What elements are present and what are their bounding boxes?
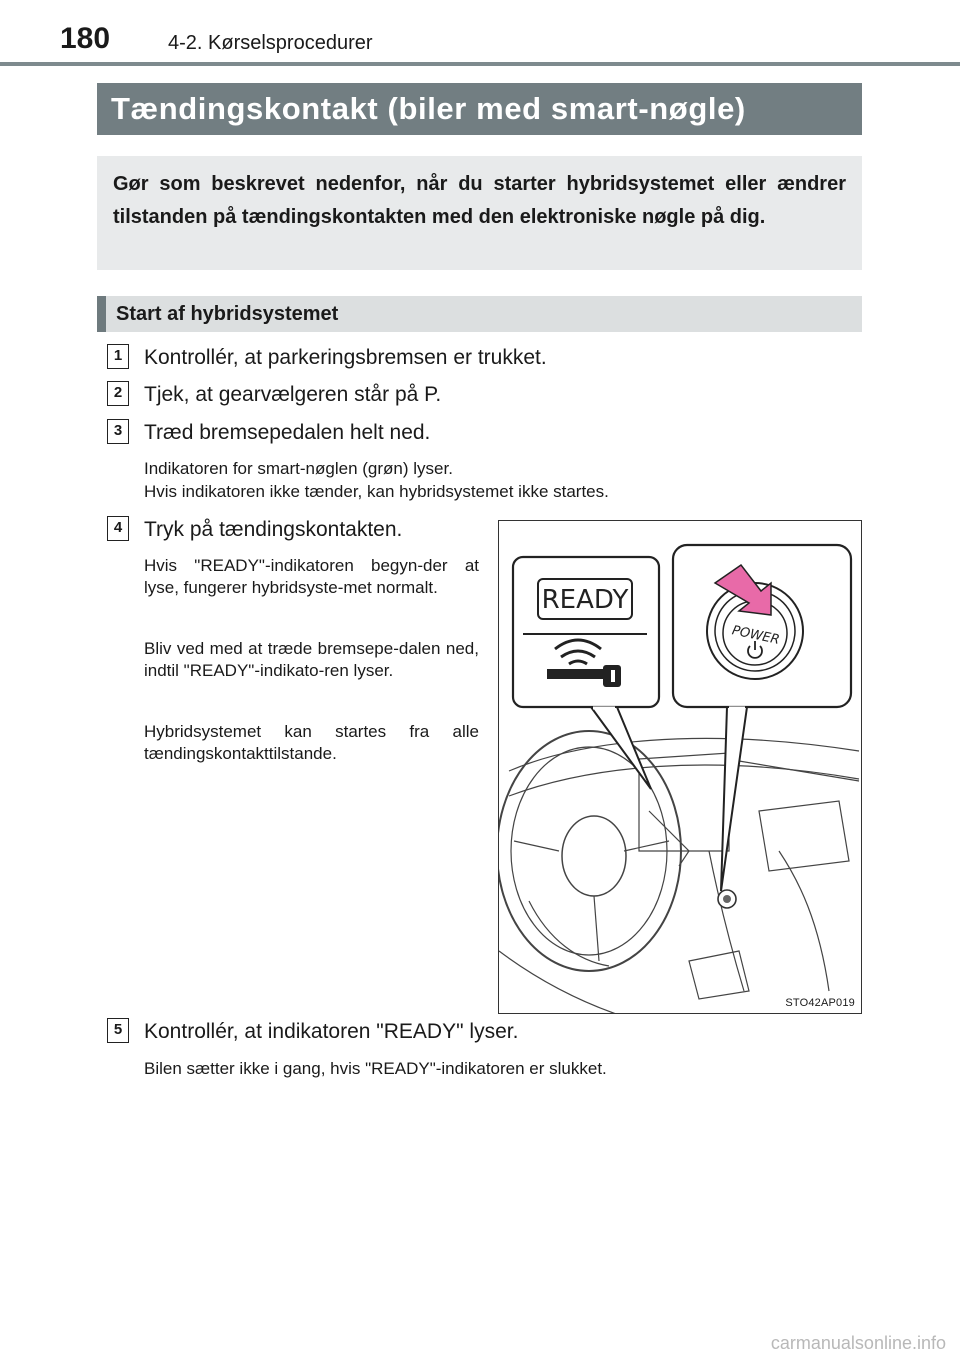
step-number-3: 3 (107, 419, 129, 444)
header-rule (0, 62, 960, 66)
power-button-label: POWER (730, 623, 781, 648)
subheading-start-hybrid: Start af hybridsystemet (97, 296, 862, 332)
step-5-note-1: Bilen sætter ikke i gang, hvis "READY"-indikatoren er slukket. (144, 1059, 607, 1078)
step-number-1: 1 (107, 344, 129, 369)
dashboard-illustration (499, 521, 862, 1014)
step-number-5: 5 (107, 1018, 129, 1043)
step-number-4: 4 (107, 516, 129, 541)
step-4-note-1: Hvis "READY"-indikatoren begyn-der at lyse, fungerer hybridsyste-met normalt. (144, 556, 479, 597)
section-breadcrumb: 4-2. Kørselsprocedurer (168, 32, 373, 54)
step-text-2: Tjek, at gearvælgeren står på P. (144, 383, 442, 406)
watermark: carmanualsonline.info (770, 1333, 946, 1353)
step-3-note-1: Indikatoren for smart-nøglen (grøn) lyser. (144, 459, 453, 478)
step-text-4: Tryk på tændingskontakten. (144, 518, 403, 541)
page-number: 180 (60, 22, 111, 55)
figure-code: STO42AP019 (785, 997, 855, 1009)
intro-box (97, 156, 862, 270)
step-3-note-2: Hvis indikatoren ikke tænder, kan hybridsystemet ikke startes. (144, 482, 609, 501)
step-text-3: Træd bremsepedalen helt ned. (144, 421, 431, 444)
intro-text: Gør som beskrevet nedenfor, når du starter hybridsystemet eller ændrer tilstanden på tændingskontakten med den elektroniske nøgle på dig. (113, 173, 846, 228)
step-text-1: Kontrollér, at parkeringsbremsen er trukket. (144, 346, 547, 369)
page-title: Tændingskontakt (biler med smart-nøgle) (97, 83, 862, 135)
ready-indicator-label: READY (541, 585, 629, 615)
step-number-2: 2 (107, 381, 129, 406)
figure-power-switch (498, 520, 862, 1014)
step-text-5: Kontrollér, at indikatoren "READY" lyser. (144, 1020, 519, 1043)
step-4-note-2: Bliv ved med at træde bremsepe-dalen ned, indtil "READY"-indikato-ren lyser. (144, 639, 479, 680)
step-4-note-3: Hybridsystemet kan startes fra alle tændingskontakttilstande. (144, 722, 479, 763)
